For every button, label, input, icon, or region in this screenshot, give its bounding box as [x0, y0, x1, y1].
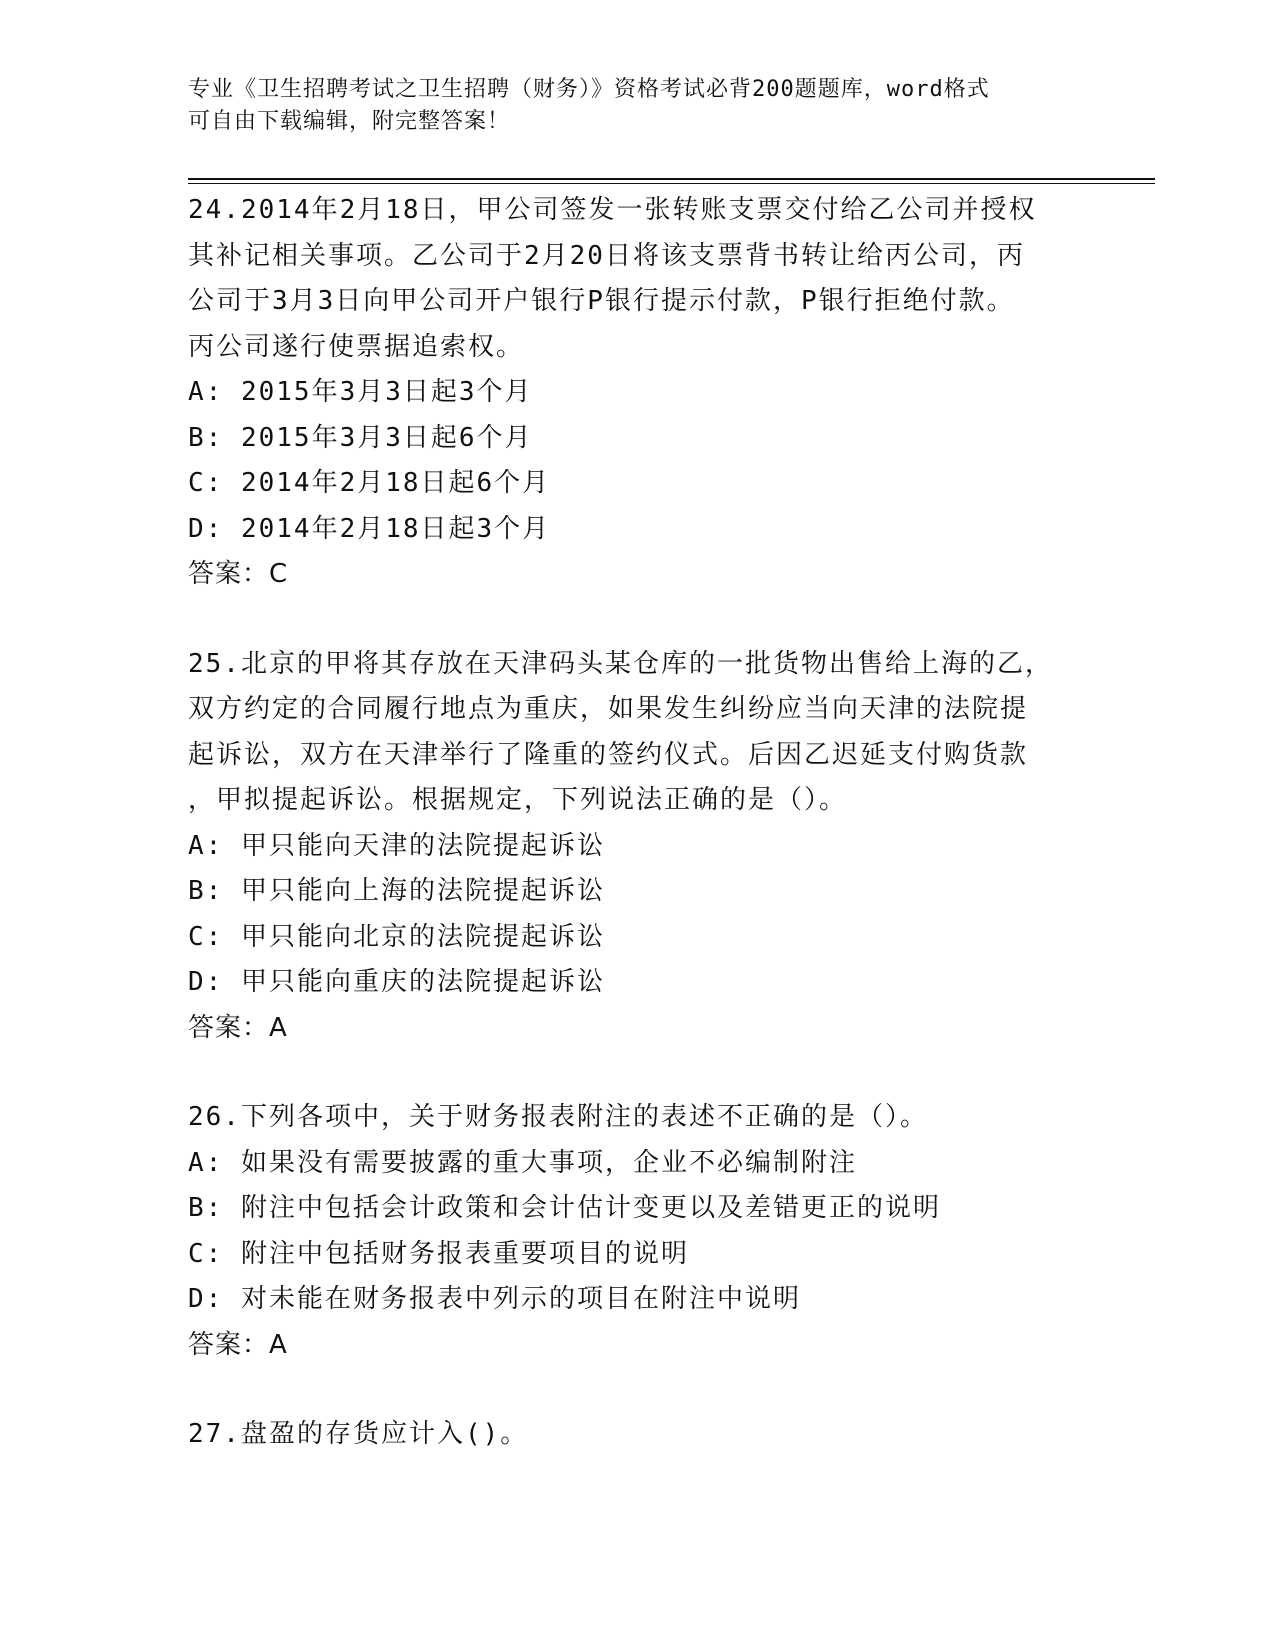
stem-line: ，甲拟提起诉讼。根据规定，下列说法正确的是（）。	[188, 785, 848, 815]
header-divider-thick	[188, 178, 1155, 180]
option-d: D: 2014年2月18日起3个月	[188, 513, 551, 544]
question-25	[188, 642, 1088, 1052]
stem-line: 双方约定的合同履行地点为重庆，如果发生纠纷应当向天津的法院提	[188, 694, 1029, 724]
option-b: B: 附注中包括会计政策和会计估计变更以及差错更正的说明	[188, 1193, 941, 1223]
question-24	[188, 188, 1088, 598]
question-stem	[188, 1412, 1088, 1458]
stem-line: 丙公司遂行使票据追索权。	[188, 331, 525, 362]
answer: 答案：C	[188, 559, 289, 589]
question-stem	[188, 1095, 1088, 1141]
stem-line: 起诉讼，双方在天津举行了隆重的签约仪式。后因乙迟延支付购货款	[188, 739, 1029, 770]
answer: 答案：A	[188, 1329, 288, 1360]
option-c: C: 2014年2月18日起6个月	[188, 468, 551, 498]
option-a: A: 2015年3月3日起3个月	[188, 377, 533, 407]
option-a: A: 如果没有需要披露的重大事项，企业不必编制附注	[188, 1147, 857, 1178]
answer: 答案：A	[188, 1012, 288, 1043]
question-27	[188, 1412, 1088, 1458]
option-c: C: 附注中包括财务报表重要项目的说明	[188, 1238, 689, 1269]
header-line-1: 专业《卫生招聘考试之卫生招聘（财务）》资格考试必背200题题库，word格式	[188, 77, 990, 102]
header-line-2: 可自由下载编辑，附完整答案！	[188, 109, 511, 134]
option-b: B: 甲只能向上海的法院提起诉讼	[188, 876, 605, 906]
option-a: A: 甲只能向天津的法院提起诉讼	[188, 830, 605, 861]
stem-line: 26.下列各项中，关于财务报表附注的表述不正确的是（）。	[188, 1102, 928, 1132]
stem-line: 其补记相关事项。乙公司于2月20日将该支票背书转让给丙公司，丙	[188, 240, 1025, 271]
option-d: D: 甲只能向重庆的法院提起诉讼	[188, 967, 605, 997]
option-b: B: 2015年3月3日起6个月	[188, 422, 533, 453]
stem-line: 25.北京的甲将其存放在天津码头某仓库的一批货物出售给上海的乙，	[188, 648, 1053, 679]
question-stem	[188, 642, 1088, 824]
question-26	[188, 1095, 1088, 1368]
question-list	[188, 188, 1088, 1502]
option-c: C: 甲只能向北京的法院提起诉讼	[188, 921, 605, 952]
stem-line: 24.2014年2月18日，甲公司签发一张转账支票交付给乙公司并授权	[188, 195, 1037, 225]
stem-line: 27.盘盈的存货应计入()。	[188, 1419, 529, 1449]
question-stem	[188, 188, 1088, 370]
option-d: D: 对未能在财务报表中列示的项目在附注中说明	[188, 1284, 801, 1314]
stem-line: 公司于3月3日向甲公司开户银行P银行提示付款，P银行拒绝付款。	[188, 286, 1015, 316]
header-divider-thin	[188, 183, 1155, 184]
document-header	[188, 74, 1068, 138]
